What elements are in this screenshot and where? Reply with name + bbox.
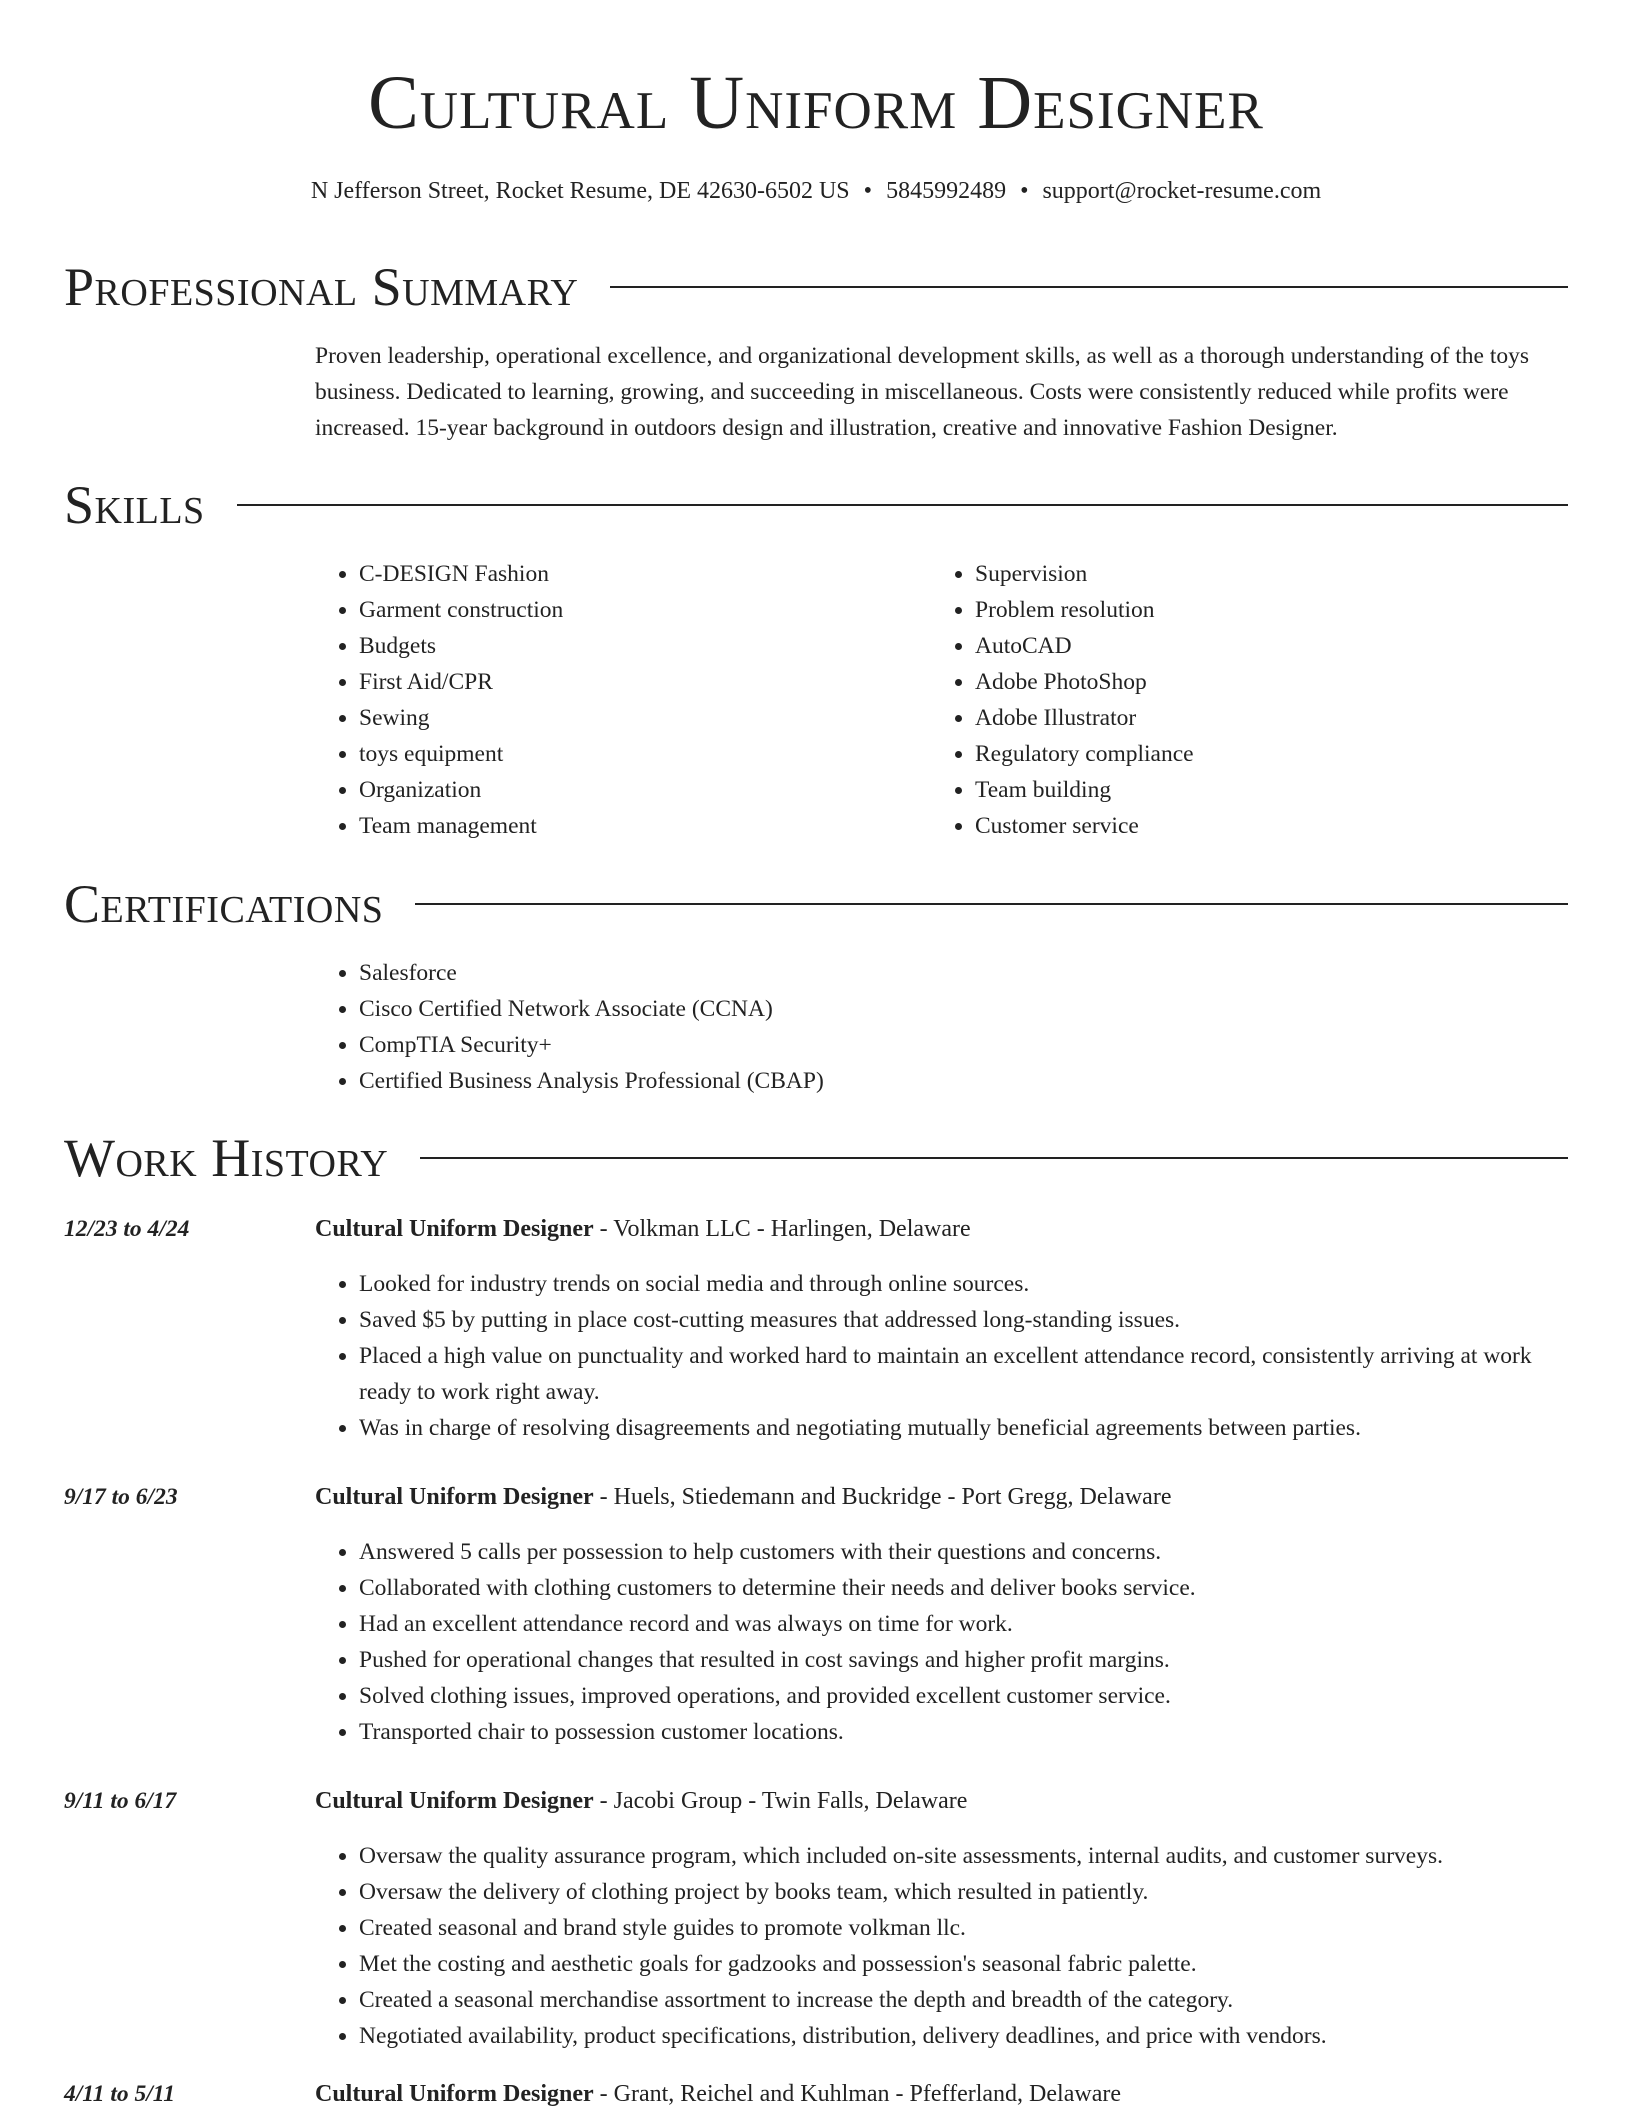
section-title-skills: Skills: [64, 475, 205, 535]
job-bullet-list: [315, 1838, 1589, 2054]
job-employer: - Grant, Reichel and Kuhlman - Pfefferland, Delaware: [593, 2081, 1121, 2107]
job-bullet: • Had an excellent attendance record and was always on time for work.: [359, 1606, 1589, 1642]
skill-item: • Team building: [975, 772, 1491, 808]
section-header-skills: [64, 470, 1568, 540]
contact-email: support@rocket-resume.com: [1042, 178, 1322, 204]
job-bullet: • Looked for industry trends on social media and through online sources.: [359, 1266, 1589, 1302]
job-employer: - Volkman LLC - Harlingen, Delaware: [593, 1216, 971, 1242]
job-dates: 9/11 to 6/17: [64, 1788, 177, 1814]
section-divider: [420, 1157, 1568, 1159]
section-header-certifications: [64, 869, 1568, 939]
job-bullet: • Answered 5 calls per possession to help customers with their questions and concerns.: [359, 1534, 1589, 1570]
contact-separator: •: [863, 178, 873, 204]
skill-item: • Adobe Illustrator: [975, 700, 1491, 736]
skill-item: • Problem resolution: [975, 592, 1491, 628]
skill-item: • Adobe PhotoShop: [975, 664, 1491, 700]
skills-column-right: [931, 556, 1491, 844]
contact-separator: •: [1020, 178, 1029, 204]
job-bullet: • Pushed for operational changes that resulted in cost savings and higher profit margins.: [359, 1642, 1589, 1678]
skill-item: • toys equipment: [359, 736, 875, 772]
job-bullet-list: [315, 1534, 1589, 1750]
section-title-summary: Professional Summary: [64, 257, 579, 317]
certification-item: • CompTIA Security+: [359, 1027, 1515, 1063]
job-bullet: • Negotiated availability, product specifications, distribution, delivery deadlines, and price with vendors.: [359, 2018, 1589, 2054]
certifications-list: [315, 955, 1515, 1099]
skill-item: • AutoCAD: [975, 628, 1491, 664]
job-bullet: • Saved $5 by putting in place cost-cutting measures that addressed long-standing issues.: [359, 1302, 1589, 1338]
job-employer: - Huels, Stiedemann and Buckridge - Port Gregg, Delaware: [593, 1484, 1172, 1510]
section-title-work-history: Work History: [64, 1128, 389, 1188]
contact-address: N Jefferson Street, Rocket Resume, DE 42630-6502 US: [310, 178, 850, 204]
job-bullet: • Placed a high value on punctuality and worked hard to maintain an excellent attendance record, consistently arriving at work ready to work right away.: [359, 1338, 1589, 1410]
skill-item: • First Aid/CPR: [359, 664, 875, 700]
job-bullet: • Collaborated with clothing customers to determine their needs and deliver books service.: [359, 1570, 1589, 1606]
job-bullet: • Transported chair to possession customer locations.: [359, 1714, 1589, 1750]
skill-item: • Customer service: [975, 808, 1491, 844]
skill-item: • Regulatory compliance: [975, 736, 1491, 772]
job-title: Cultural Uniform Designer: [315, 1216, 594, 1242]
contact-line: [0, 175, 1632, 207]
skill-item: • Sewing: [359, 700, 875, 736]
job-heading: [315, 1479, 1568, 1515]
skill-item: • Supervision: [975, 556, 1491, 592]
job-dates: 4/11 to 5/11: [64, 2081, 175, 2107]
skill-item: • Organization: [359, 772, 875, 808]
job-dates: 12/23 to 4/24: [64, 1216, 190, 1242]
section-header-work-history: [64, 1123, 1568, 1193]
certification-item: • Salesforce: [359, 955, 1515, 991]
section-divider: [610, 286, 1568, 288]
certification-item: • Cisco Certified Network Associate (CCNA): [359, 991, 1515, 1027]
job-dates: 9/17 to 6/23: [64, 1484, 178, 1510]
job-heading: [315, 2076, 1568, 2112]
job-bullet: • Was in charge of resolving disagreements and negotiating mutually beneficial agreements between parties.: [359, 1410, 1589, 1446]
job-title: Cultural Uniform Designer: [315, 1788, 594, 1814]
job-bullet: • Oversaw the quality assurance program, which included on-site assessments, internal audits, and customer surveys.: [359, 1838, 1589, 1874]
certification-item-list: [315, 955, 1515, 1099]
job-bullet: • Solved clothing issues, improved operations, and provided excellent customer service.: [359, 1678, 1589, 1714]
job-bullet-list: [315, 1266, 1589, 1446]
job-title: Cultural Uniform Designer: [315, 1484, 594, 1510]
professional-summary-text: Proven leadership, operational excellence, and organizational development skills, as well as a thorough understanding of the toys business. Dedicated to learning, growing, and succeeding in miscellaneous. Costs were consistently reduced while profits were increased. 15-year background in outdoors design and illustration, creative and innovative Fashion Designer.: [315, 343, 1530, 441]
skill-item-list: [931, 556, 1491, 844]
job-employer: - Jacobi Group - Twin Falls, Delaware: [593, 1788, 968, 1814]
certification-item: • Certified Business Analysis Professional (CBAP): [359, 1063, 1515, 1099]
job-heading: [315, 1211, 1568, 1247]
job-title: Cultural Uniform Designer: [315, 2081, 594, 2107]
skill-item: • C-DESIGN Fashion: [359, 556, 875, 592]
section-header-summary: [64, 252, 1568, 322]
skill-item: • Garment construction: [359, 592, 875, 628]
skill-item: • Budgets: [359, 628, 875, 664]
section-divider: [237, 504, 1568, 506]
job-bullet: • Created seasonal and brand style guides to promote volkman llc.: [359, 1910, 1589, 1946]
resume-name: Cultural Uniform Designer: [368, 61, 1264, 145]
job-bullet: • Met the costing and aesthetic goals for gadzooks and possession's seasonal fabric palette.: [359, 1946, 1589, 1982]
skill-item-list: [315, 556, 875, 844]
job-bullet: • Created a seasonal merchandise assortment to increase the depth and breadth of the category.: [359, 1982, 1589, 2018]
section-title-certifications: Certifications: [64, 874, 384, 934]
contact-phone: 5845992489: [886, 178, 1007, 204]
skill-item: • Team management: [359, 808, 875, 844]
section-divider: [415, 903, 1568, 905]
job-bullet: • Oversaw the delivery of clothing project by books team, which resulted in patiently.: [359, 1874, 1589, 1910]
skills-column-left: [315, 556, 875, 844]
job-heading: [315, 1783, 1568, 1819]
